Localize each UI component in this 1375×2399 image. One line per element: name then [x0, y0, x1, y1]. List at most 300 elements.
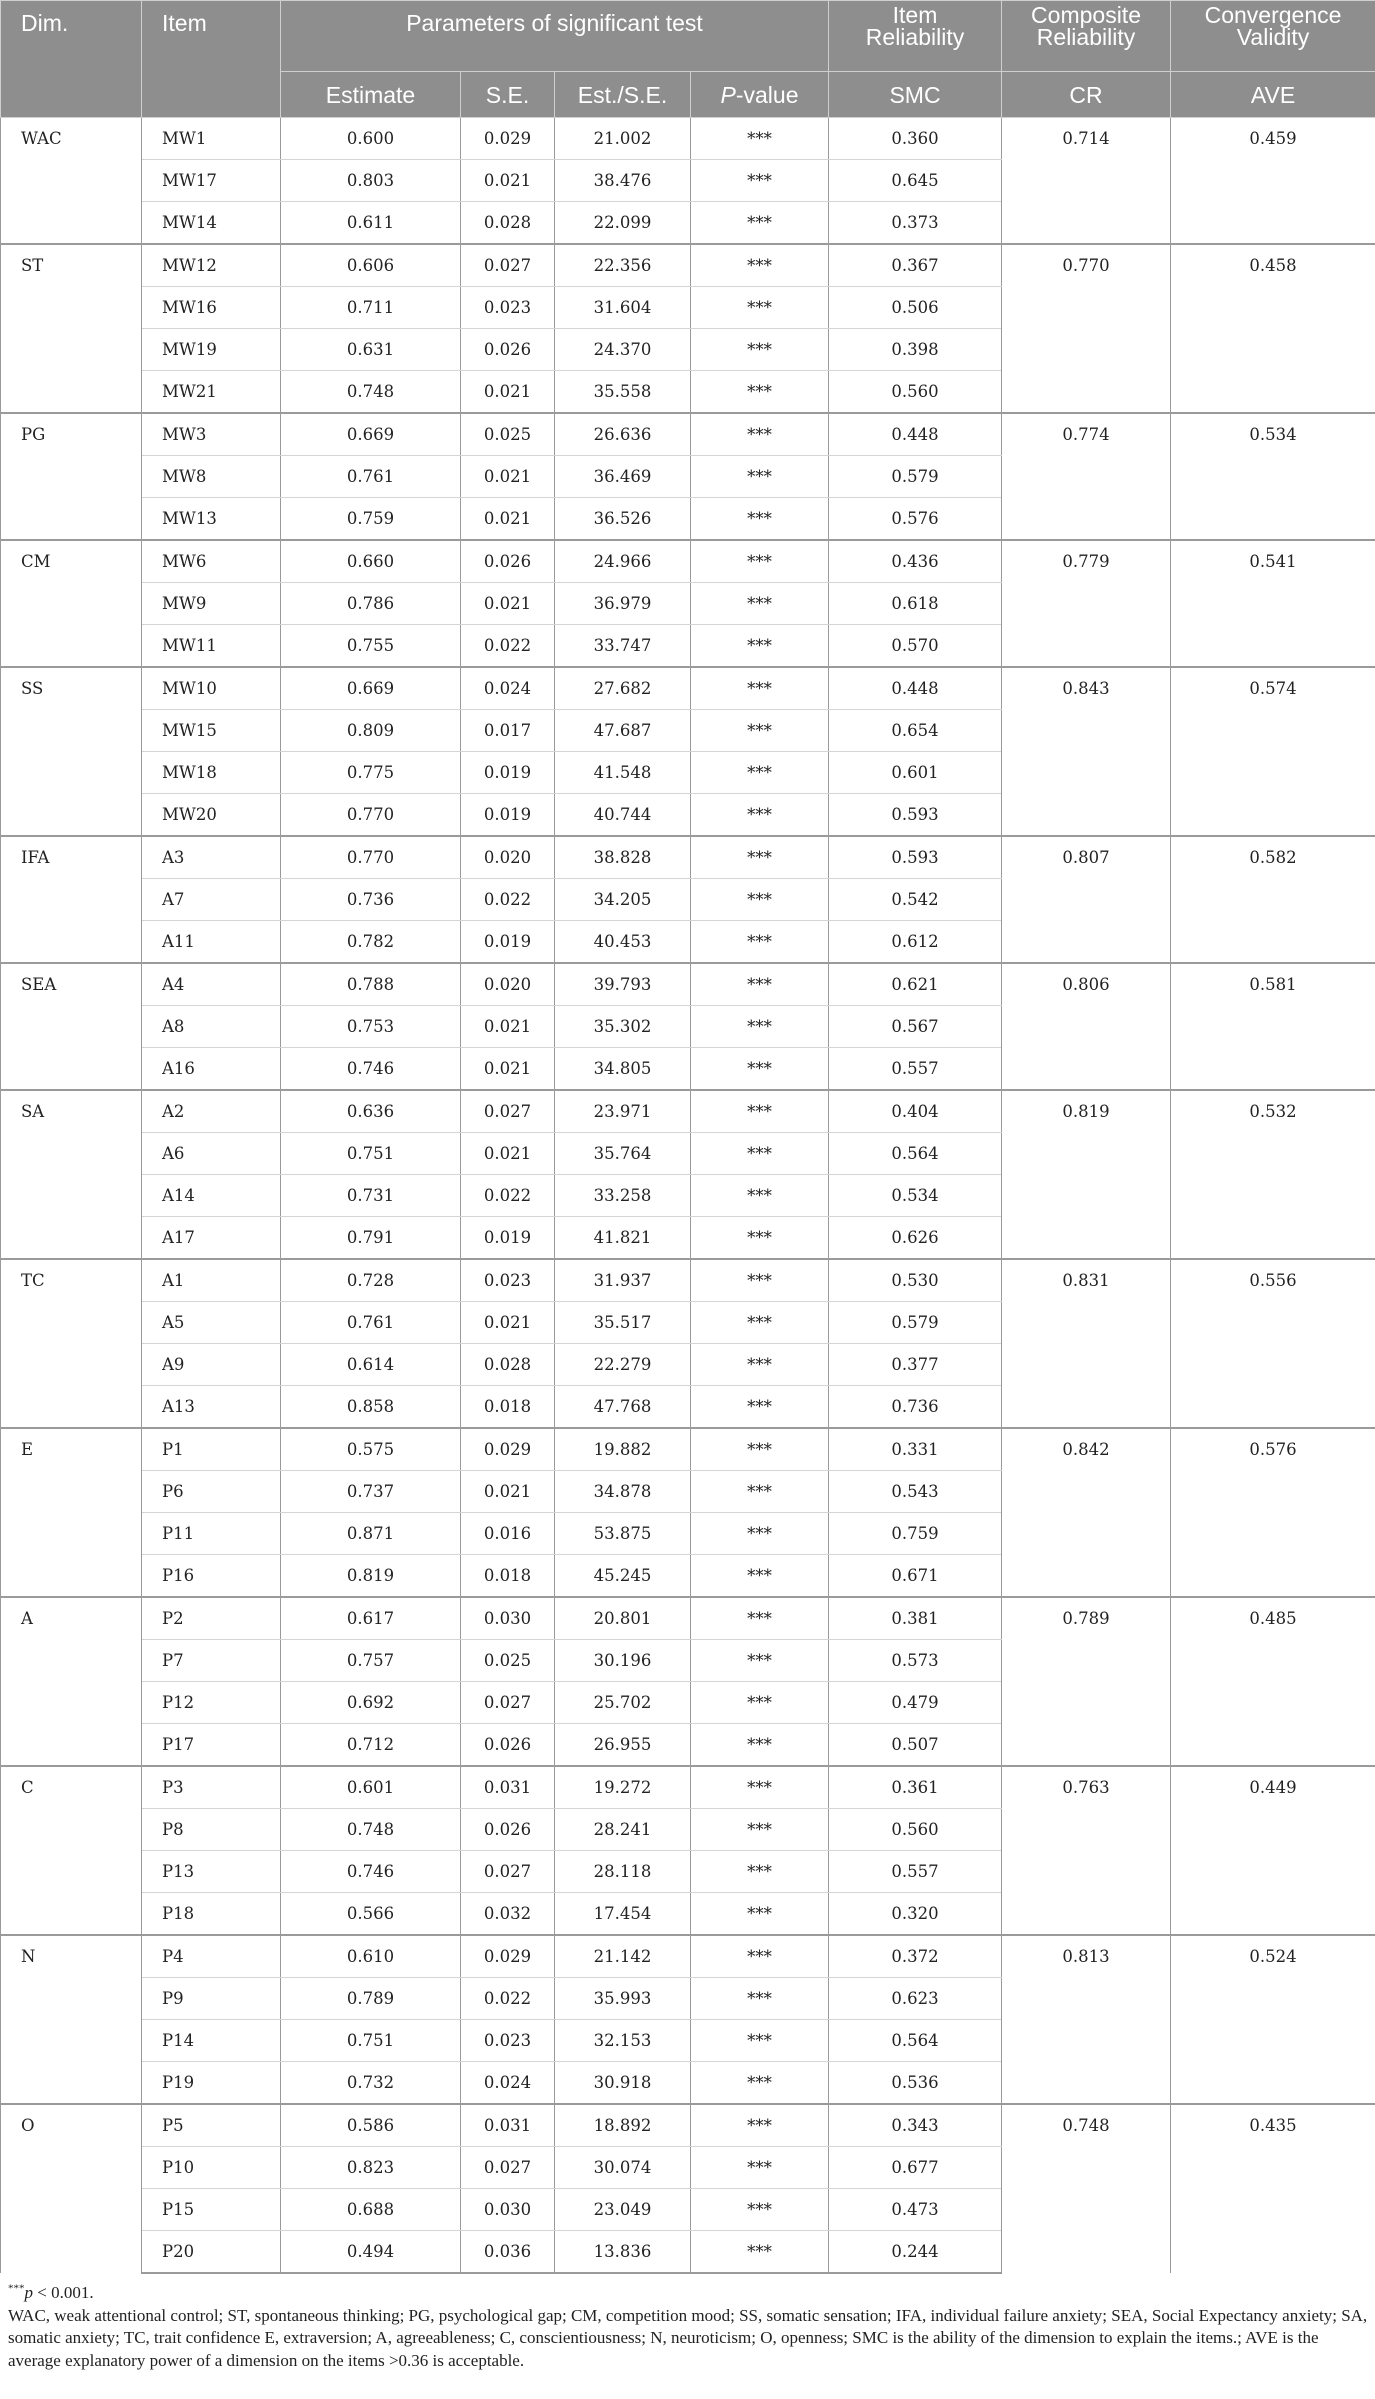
smc-cell: 0.360 — [829, 118, 1002, 160]
item-cell: MW18 — [142, 752, 281, 794]
item-cell: P2 — [142, 1597, 281, 1640]
se-cell: 0.022 — [461, 879, 555, 921]
p-value-cell: *** — [691, 2104, 829, 2147]
estimate-cell: 0.728 — [281, 1259, 461, 1302]
smc-cell: 0.576 — [829, 498, 1002, 541]
significance-marker: *** — [8, 2282, 25, 2295]
smc-cell: 0.623 — [829, 1978, 1002, 2020]
se-cell: 0.026 — [461, 1809, 555, 1851]
cr-cell: 0.774 — [1002, 413, 1171, 540]
p-value-cell: *** — [691, 498, 829, 541]
est-se-cell: 30.074 — [555, 2147, 691, 2189]
table-row — [1, 1766, 1375, 1809]
estimate-cell: 0.606 — [281, 244, 461, 287]
est-se-cell: 38.476 — [555, 160, 691, 202]
smc-cell: 0.593 — [829, 794, 1002, 837]
p-value-cell: *** — [691, 456, 829, 498]
dimension-cell: WAC — [1, 118, 142, 245]
estimate-cell: 0.751 — [281, 1133, 461, 1175]
dimension-cell: CM — [1, 540, 142, 667]
est-se-cell: 13.836 — [555, 2231, 691, 2274]
est-se-cell: 28.241 — [555, 1809, 691, 1851]
se-cell: 0.019 — [461, 794, 555, 837]
item-cell: MW3 — [142, 413, 281, 456]
se-cell: 0.018 — [461, 1555, 555, 1598]
se-cell: 0.021 — [461, 1048, 555, 1091]
header-row-top — [1, 1, 1375, 72]
dimension-cell: TC — [1, 1259, 142, 1428]
se-cell: 0.019 — [461, 752, 555, 794]
cr-cell: 0.779 — [1002, 540, 1171, 667]
ave-cell: 0.534 — [1171, 413, 1375, 540]
estimate-cell: 0.751 — [281, 2020, 461, 2062]
col-header-composite-reliability — [1002, 1, 1171, 72]
smc-cell: 0.381 — [829, 1597, 1002, 1640]
est-se-cell: 45.245 — [555, 1555, 691, 1598]
est-se-cell: 27.682 — [555, 667, 691, 710]
p-value-cell: *** — [691, 625, 829, 668]
item-cell: P16 — [142, 1555, 281, 1598]
ave-cell: 0.532 — [1171, 1090, 1375, 1259]
smc-cell: 0.542 — [829, 879, 1002, 921]
est-se-cell: 23.971 — [555, 1090, 691, 1133]
table-row — [1, 1935, 1375, 1978]
est-se-cell: 28.118 — [555, 1851, 691, 1893]
p-value-cell: *** — [691, 1978, 829, 2020]
est-se-cell: 21.142 — [555, 1935, 691, 1978]
item-cell: P9 — [142, 1978, 281, 2020]
se-cell: 0.028 — [461, 202, 555, 245]
se-cell: 0.021 — [461, 583, 555, 625]
p-value-cell: *** — [691, 1428, 829, 1471]
item-reliability-line2: Reliability — [865, 24, 965, 50]
p-value-cell: *** — [691, 2020, 829, 2062]
significance-note — [8, 2282, 1368, 2305]
estimate-cell: 0.586 — [281, 2104, 461, 2147]
item-cell: A1 — [142, 1259, 281, 1302]
se-cell: 0.020 — [461, 963, 555, 1006]
item-cell: MW8 — [142, 456, 281, 498]
dimension-cell: C — [1, 1766, 142, 1935]
p-value-cell: *** — [691, 583, 829, 625]
significance-p-symbol: p — [24, 2283, 33, 2302]
smc-cell: 0.593 — [829, 836, 1002, 879]
smc-cell: 0.654 — [829, 710, 1002, 752]
est-se-cell: 21.002 — [555, 118, 691, 160]
convergence-validity-line1: Convergence — [1204, 2, 1342, 28]
item-cell: MW16 — [142, 287, 281, 329]
smc-cell: 0.536 — [829, 2062, 1002, 2105]
smc-cell: 0.579 — [829, 1302, 1002, 1344]
est-se-cell: 26.636 — [555, 413, 691, 456]
p-value-cell: *** — [691, 794, 829, 837]
item-cell: P10 — [142, 2147, 281, 2189]
se-cell: 0.029 — [461, 1428, 555, 1471]
smc-cell: 0.372 — [829, 1935, 1002, 1978]
ave-cell: 0.524 — [1171, 1935, 1375, 2104]
item-cell: MW13 — [142, 498, 281, 541]
item-cell: P1 — [142, 1428, 281, 1471]
se-cell: 0.026 — [461, 540, 555, 583]
est-se-cell: 33.747 — [555, 625, 691, 668]
estimate-cell: 0.748 — [281, 371, 461, 414]
se-cell: 0.027 — [461, 1851, 555, 1893]
col-header-est-se: Est./S.E. — [555, 72, 691, 118]
table-row — [1, 667, 1375, 710]
estimate-cell: 0.566 — [281, 1893, 461, 1936]
est-se-cell: 35.517 — [555, 1302, 691, 1344]
item-cell: MW17 — [142, 160, 281, 202]
estimate-cell: 0.631 — [281, 329, 461, 371]
estimate-cell: 0.688 — [281, 2189, 461, 2231]
p-value-cell: *** — [691, 667, 829, 710]
cr-cell: 0.842 — [1002, 1428, 1171, 1597]
p-value-cell: *** — [691, 963, 829, 1006]
p-value-cell: *** — [691, 1513, 829, 1555]
p-value-cell: *** — [691, 371, 829, 414]
ave-cell: 0.581 — [1171, 963, 1375, 1090]
estimate-cell: 0.871 — [281, 1513, 461, 1555]
item-cell: P11 — [142, 1513, 281, 1555]
se-cell: 0.019 — [461, 921, 555, 964]
item-reliability-line1: Item — [892, 2, 938, 28]
se-cell: 0.032 — [461, 1893, 555, 1936]
est-se-cell: 38.828 — [555, 836, 691, 879]
item-cell: P19 — [142, 2062, 281, 2105]
item-cell: A17 — [142, 1217, 281, 1260]
table-header — [1, 1, 1375, 118]
estimate-cell: 0.753 — [281, 1006, 461, 1048]
table-row — [1, 1597, 1375, 1640]
p-value-cell: *** — [691, 1640, 829, 1682]
est-se-cell: 47.768 — [555, 1386, 691, 1429]
estimate-cell: 0.746 — [281, 1048, 461, 1091]
se-cell: 0.029 — [461, 1935, 555, 1978]
dimension-cell: SEA — [1, 963, 142, 1090]
p-value-cell: *** — [691, 1133, 829, 1175]
item-cell: P8 — [142, 1809, 281, 1851]
p-value-suffix: -value — [735, 81, 799, 108]
item-cell: MW21 — [142, 371, 281, 414]
p-value-cell: *** — [691, 752, 829, 794]
p-value-cell: *** — [691, 2062, 829, 2105]
smc-cell: 0.560 — [829, 1809, 1002, 1851]
se-cell: 0.022 — [461, 1978, 555, 2020]
dimension-cell: SS — [1, 667, 142, 836]
item-cell: P15 — [142, 2189, 281, 2231]
table-row — [1, 963, 1375, 1006]
p-value-cell: *** — [691, 921, 829, 964]
se-cell: 0.028 — [461, 1344, 555, 1386]
item-cell: P5 — [142, 2104, 281, 2147]
item-cell: P13 — [142, 1851, 281, 1893]
item-cell: A2 — [142, 1090, 281, 1133]
se-cell: 0.025 — [461, 413, 555, 456]
estimate-cell: 0.759 — [281, 498, 461, 541]
se-cell: 0.021 — [461, 456, 555, 498]
table-row — [1, 540, 1375, 583]
smc-cell: 0.373 — [829, 202, 1002, 245]
smc-cell: 0.320 — [829, 1893, 1002, 1936]
est-se-cell: 35.764 — [555, 1133, 691, 1175]
p-value-cell: *** — [691, 1724, 829, 1767]
smc-cell: 0.759 — [829, 1513, 1002, 1555]
estimate-cell: 0.761 — [281, 1302, 461, 1344]
col-header-estimate: Estimate — [281, 72, 461, 118]
smc-cell: 0.579 — [829, 456, 1002, 498]
p-value-cell: *** — [691, 1386, 829, 1429]
smc-cell: 0.621 — [829, 963, 1002, 1006]
est-se-cell: 53.875 — [555, 1513, 691, 1555]
se-cell: 0.021 — [461, 160, 555, 202]
item-cell: P18 — [142, 1893, 281, 1936]
smc-cell: 0.398 — [829, 329, 1002, 371]
dimension-cell: ST — [1, 244, 142, 413]
ave-cell: 0.485 — [1171, 1597, 1375, 1766]
cr-cell: 0.843 — [1002, 667, 1171, 836]
estimate-cell: 0.494 — [281, 2231, 461, 2274]
table-row — [1, 2104, 1375, 2147]
se-cell: 0.021 — [461, 1471, 555, 1513]
se-cell: 0.021 — [461, 1133, 555, 1175]
ave-cell: 0.449 — [1171, 1766, 1375, 1935]
est-se-cell: 24.966 — [555, 540, 691, 583]
est-se-cell: 34.878 — [555, 1471, 691, 1513]
estimate-cell: 0.819 — [281, 1555, 461, 1598]
est-se-cell: 23.049 — [555, 2189, 691, 2231]
item-cell: MW20 — [142, 794, 281, 837]
smc-cell: 0.534 — [829, 1175, 1002, 1217]
est-se-cell: 19.272 — [555, 1766, 691, 1809]
smc-cell: 0.573 — [829, 1640, 1002, 1682]
smc-cell: 0.543 — [829, 1471, 1002, 1513]
cr-cell: 0.714 — [1002, 118, 1171, 245]
smc-cell: 0.436 — [829, 540, 1002, 583]
estimate-cell: 0.770 — [281, 836, 461, 879]
est-se-cell: 20.801 — [555, 1597, 691, 1640]
se-cell: 0.021 — [461, 1006, 555, 1048]
se-cell: 0.021 — [461, 1302, 555, 1344]
item-cell: A5 — [142, 1302, 281, 1344]
table-row — [1, 1090, 1375, 1133]
p-value-cell: *** — [691, 1217, 829, 1260]
est-se-cell: 31.937 — [555, 1259, 691, 1302]
table-row — [1, 1428, 1375, 1471]
est-se-cell: 25.702 — [555, 1682, 691, 1724]
dimension-cell: E — [1, 1428, 142, 1597]
smc-cell: 0.473 — [829, 2189, 1002, 2231]
ave-cell: 0.556 — [1171, 1259, 1375, 1428]
estimate-cell: 0.755 — [281, 625, 461, 668]
dimension-cell: PG — [1, 413, 142, 540]
estimate-cell: 0.736 — [281, 879, 461, 921]
est-se-cell: 33.258 — [555, 1175, 691, 1217]
smc-cell: 0.564 — [829, 1133, 1002, 1175]
col-header-se: S.E. — [461, 72, 555, 118]
smc-cell: 0.564 — [829, 2020, 1002, 2062]
smc-cell: 0.404 — [829, 1090, 1002, 1133]
estimate-cell: 0.788 — [281, 963, 461, 1006]
p-value-cell: *** — [691, 1175, 829, 1217]
smc-cell: 0.506 — [829, 287, 1002, 329]
estimate-cell: 0.636 — [281, 1090, 461, 1133]
item-cell: A4 — [142, 963, 281, 1006]
ave-cell: 0.458 — [1171, 244, 1375, 413]
smc-cell: 0.601 — [829, 752, 1002, 794]
smc-cell: 0.361 — [829, 1766, 1002, 1809]
est-se-cell: 39.793 — [555, 963, 691, 1006]
composite-reliability-line1: Composite — [1031, 2, 1141, 28]
item-cell: P20 — [142, 2231, 281, 2274]
col-header-parameters: Parameters of significant test — [281, 1, 829, 72]
item-cell: P3 — [142, 1766, 281, 1809]
p-value-italic-p: P — [720, 81, 736, 108]
convergence-validity-line2: Validity — [1236, 24, 1310, 50]
item-cell: A9 — [142, 1344, 281, 1386]
se-cell: 0.024 — [461, 2062, 555, 2105]
cr-cell: 0.807 — [1002, 836, 1171, 963]
se-cell: 0.021 — [461, 371, 555, 414]
cr-cell: 0.770 — [1002, 244, 1171, 413]
smc-cell: 0.448 — [829, 667, 1002, 710]
estimate-cell: 0.761 — [281, 456, 461, 498]
p-value-cell: *** — [691, 879, 829, 921]
item-cell: MW6 — [142, 540, 281, 583]
est-se-cell: 32.153 — [555, 2020, 691, 2062]
col-header-item: Item — [142, 1, 281, 118]
estimate-cell: 0.737 — [281, 1471, 461, 1513]
se-cell: 0.026 — [461, 1724, 555, 1767]
dimension-cell: A — [1, 1597, 142, 1766]
estimate-cell: 0.782 — [281, 921, 461, 964]
se-cell: 0.027 — [461, 1682, 555, 1724]
est-se-cell: 36.526 — [555, 498, 691, 541]
se-cell: 0.022 — [461, 1175, 555, 1217]
p-value-cell: *** — [691, 1090, 829, 1133]
estimate-cell: 0.858 — [281, 1386, 461, 1429]
item-cell: A8 — [142, 1006, 281, 1048]
estimate-cell: 0.732 — [281, 2062, 461, 2105]
se-cell: 0.021 — [461, 498, 555, 541]
se-cell: 0.031 — [461, 1766, 555, 1809]
item-cell: MW19 — [142, 329, 281, 371]
smc-cell: 0.618 — [829, 583, 1002, 625]
est-se-cell: 19.882 — [555, 1428, 691, 1471]
smc-cell: 0.244 — [829, 2231, 1002, 2274]
smc-cell: 0.612 — [829, 921, 1002, 964]
p-value-cell: *** — [691, 540, 829, 583]
estimate-cell: 0.712 — [281, 1724, 461, 1767]
item-cell: A11 — [142, 921, 281, 964]
se-cell: 0.016 — [461, 1513, 555, 1555]
est-se-cell: 40.453 — [555, 921, 691, 964]
item-cell: MW15 — [142, 710, 281, 752]
se-cell: 0.036 — [461, 2231, 555, 2274]
estimate-cell: 0.660 — [281, 540, 461, 583]
smc-cell: 0.557 — [829, 1851, 1002, 1893]
est-se-cell: 41.548 — [555, 752, 691, 794]
col-header-ave: AVE — [1171, 72, 1375, 118]
item-cell: MW1 — [142, 118, 281, 160]
col-header-cr: CR — [1002, 72, 1171, 118]
estimate-cell: 0.617 — [281, 1597, 461, 1640]
item-cell: P17 — [142, 1724, 281, 1767]
smc-cell: 0.343 — [829, 2104, 1002, 2147]
p-value-cell: *** — [691, 244, 829, 287]
est-se-cell: 40.744 — [555, 794, 691, 837]
table-row — [1, 836, 1375, 879]
table-row — [1, 413, 1375, 456]
se-cell: 0.024 — [461, 667, 555, 710]
cr-cell: 0.813 — [1002, 1935, 1171, 2104]
p-value-cell: *** — [691, 1259, 829, 1302]
est-se-cell: 30.196 — [555, 1640, 691, 1682]
estimate-cell: 0.669 — [281, 413, 461, 456]
item-cell: MW9 — [142, 583, 281, 625]
p-value-cell: *** — [691, 2147, 829, 2189]
est-se-cell: 36.469 — [555, 456, 691, 498]
item-cell: P6 — [142, 1471, 281, 1513]
estimate-cell: 0.614 — [281, 1344, 461, 1386]
item-cell: A14 — [142, 1175, 281, 1217]
smc-cell: 0.736 — [829, 1386, 1002, 1429]
p-value-cell: *** — [691, 1555, 829, 1598]
est-se-cell: 35.558 — [555, 371, 691, 414]
p-value-cell: *** — [691, 1766, 829, 1809]
estimate-cell: 0.611 — [281, 202, 461, 245]
p-value-cell: *** — [691, 160, 829, 202]
se-cell: 0.029 — [461, 118, 555, 160]
smc-cell: 0.671 — [829, 1555, 1002, 1598]
item-cell: MW14 — [142, 202, 281, 245]
dimension-cell: N — [1, 1935, 142, 2104]
table-row — [1, 244, 1375, 287]
abbreviations-note: WAC, weak attentional control; ST, spontaneous thinking; PG, psychological gap; CM, competition mood; SS, somatic sensation; IFA, individual failure anxiety; SEA, Social Expectancy anxiety; SA, somatic anxiety; TC, trait confidence E, extraversion; A, agreeableness; C, conscientiousness; N, neuroticism; O, openness; SMC is the ability of the dimension to explain the items.; AVE is the average explanatory power of a dimension on the items >0.36 is acceptable. — [8, 2305, 1368, 2370]
smc-cell: 0.479 — [829, 1682, 1002, 1724]
smc-cell: 0.560 — [829, 371, 1002, 414]
p-value-cell: *** — [691, 1682, 829, 1724]
p-value-cell: *** — [691, 710, 829, 752]
se-cell: 0.023 — [461, 287, 555, 329]
item-cell: P14 — [142, 2020, 281, 2062]
p-value-cell: *** — [691, 1302, 829, 1344]
item-cell: MW11 — [142, 625, 281, 668]
se-cell: 0.031 — [461, 2104, 555, 2147]
smc-cell: 0.507 — [829, 1724, 1002, 1767]
p-value-cell: *** — [691, 836, 829, 879]
p-value-cell: *** — [691, 1851, 829, 1893]
cr-cell: 0.763 — [1002, 1766, 1171, 1935]
item-cell: A16 — [142, 1048, 281, 1091]
p-value-cell: *** — [691, 118, 829, 160]
ave-cell: 0.435 — [1171, 2104, 1375, 2273]
col-header-dim: Dim. — [1, 1, 142, 118]
est-se-cell: 34.205 — [555, 879, 691, 921]
col-header-convergence-validity — [1171, 1, 1375, 72]
estimate-cell: 0.610 — [281, 1935, 461, 1978]
significance-threshold: < 0.001. — [33, 2283, 94, 2302]
se-cell: 0.026 — [461, 329, 555, 371]
item-cell: A7 — [142, 879, 281, 921]
estimate-cell: 0.669 — [281, 667, 461, 710]
est-se-cell: 26.955 — [555, 1724, 691, 1767]
est-se-cell: 35.302 — [555, 1006, 691, 1048]
col-header-item-reliability — [829, 1, 1002, 72]
est-se-cell: 24.370 — [555, 329, 691, 371]
est-se-cell: 30.918 — [555, 2062, 691, 2105]
estimate-cell: 0.770 — [281, 794, 461, 837]
smc-cell: 0.626 — [829, 1217, 1002, 1260]
